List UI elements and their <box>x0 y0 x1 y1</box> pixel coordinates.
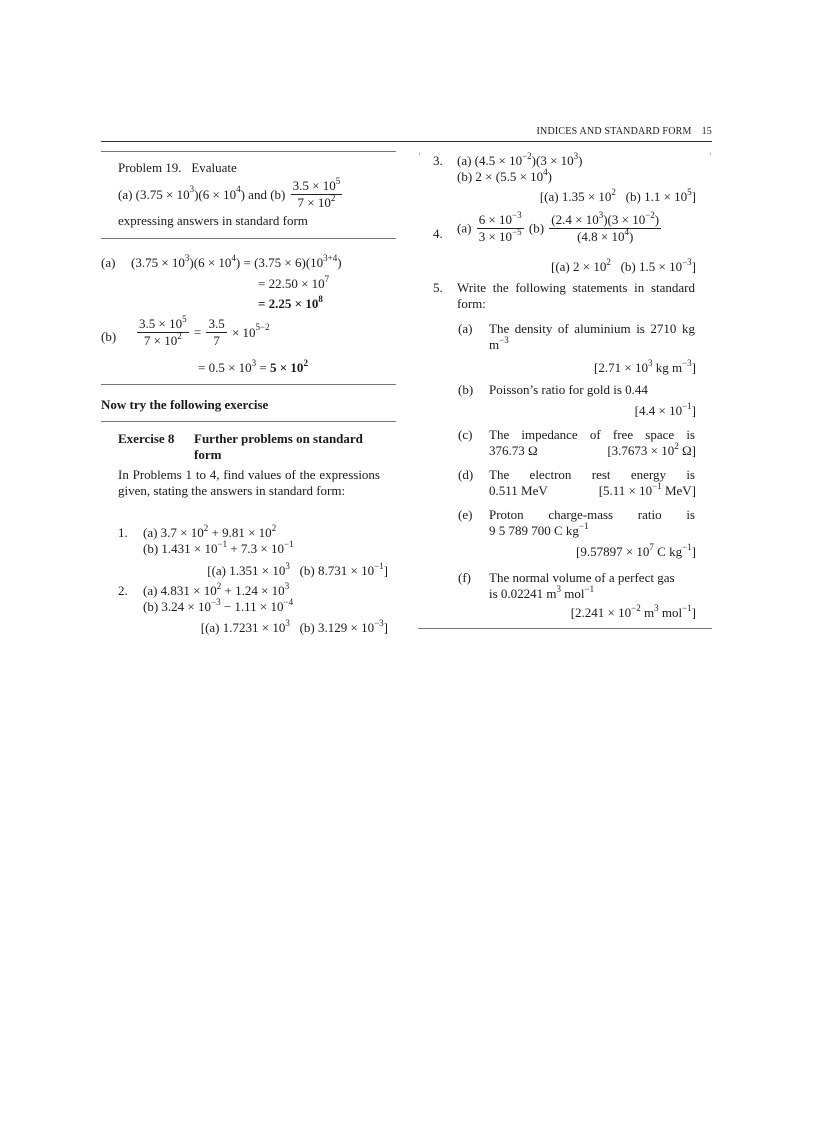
exponent: −2 <box>645 209 655 220</box>
math-text: 9 5 789 700 C kg <box>489 523 579 538</box>
math-text: (b) 8.731 × 10 <box>299 563 375 578</box>
exponent: 2 <box>611 186 616 197</box>
problem-part-a-mid: )(6 × 10 <box>194 186 237 202</box>
part-label: (a) <box>457 220 472 236</box>
math-text: (b) 2 × (5.5 × 10 <box>457 169 544 184</box>
solution-a-line2 <box>258 273 330 292</box>
item-b-answer: $[4.4 \times 10^{-1}]$ <box>634 400 696 418</box>
item-d-value: 0.511 MeV <box>489 483 548 498</box>
item-a-text <box>489 321 695 353</box>
math-text: (b) 3.129 × 10 <box>299 620 375 635</box>
item-f-text: The normal volume of a perfect gas <box>489 570 675 585</box>
problem-3-b <box>457 166 552 185</box>
math-text: + 1.24 × 10 <box>221 583 285 598</box>
math-text: [(a) 1.7231 × 10 <box>200 620 286 635</box>
item-a-answer: [$2.71 \times 10^3$ kg $m^{-3}$] <box>594 357 696 375</box>
exponent: −1 <box>652 480 662 491</box>
math-text: )(6 × 10 <box>189 255 232 270</box>
item-d-answer <box>598 480 696 499</box>
problem-1-answer: [(a) $1.351 \times 10^3$ (b) $8.731 \times 10^{-1}$] <box>207 560 388 578</box>
running-header <box>537 124 712 140</box>
exponent: 3 <box>189 184 195 195</box>
column-marker: · <box>709 150 712 159</box>
item-d-label: (d) <box>458 467 474 482</box>
item-c-value: 376.73 Ω <box>489 443 538 458</box>
math-text: (b) 1.5 × 10 <box>620 259 683 274</box>
exponent: 2 <box>330 192 336 203</box>
solution-b-label: (b) <box>101 329 117 344</box>
exponent: 3 <box>285 560 290 571</box>
fraction-numerator: (2.4 × 10 <box>551 212 599 227</box>
math-text: [(a) 2 × 10 <box>550 259 607 274</box>
math-text: + 9.81 × 10 <box>208 525 272 540</box>
solution-a-result <box>258 293 323 312</box>
item-f-label: (f) <box>458 570 471 585</box>
exponent: −2 <box>631 602 641 613</box>
exponent: 7 <box>324 273 330 284</box>
math-text: )(3 × 10 <box>531 153 574 168</box>
math-text: C kg <box>653 544 683 559</box>
fraction-numerator: 3.5 <box>208 316 225 331</box>
fraction-numerator: 6 × 10 <box>478 212 513 227</box>
exponent: 4 <box>543 166 548 177</box>
math-text: [(a) 1.35 × 10 <box>539 189 612 204</box>
try-heading: Now try the following exercise <box>101 397 269 412</box>
exponent: 4 <box>624 226 629 237</box>
math-text: [5.11 × 10 <box>598 483 653 498</box>
math-text: m <box>640 605 655 620</box>
problem-2-b <box>143 596 294 615</box>
fraction-denominator: 7 × 10 <box>143 333 178 348</box>
fraction-numerator: 3.5 × 10 <box>139 316 183 331</box>
problem-top-rule <box>101 151 396 152</box>
exponent: −2 <box>522 150 532 161</box>
exponent: −4 <box>283 596 294 607</box>
exponent: 5 <box>335 175 341 186</box>
exponent: −3 <box>374 617 384 628</box>
math-text: + 7.3 × 10 <box>227 541 284 556</box>
exercise-bottom-rule <box>418 628 712 629</box>
math-text: (a) 4.831 × 10 <box>143 583 217 598</box>
math-text: (b) 1.431 × 10 <box>143 541 218 556</box>
problem-4-number: 4. <box>433 226 443 241</box>
exponent: 3 <box>573 150 579 161</box>
math-text: MeV] <box>661 483 696 498</box>
problem-1-number: 1. <box>118 525 128 540</box>
exponent: 3+4 <box>323 252 338 263</box>
problem-1-a <box>143 522 277 541</box>
exponent: 5 <box>687 186 692 197</box>
exponent: 3 <box>184 252 190 263</box>
math-text: [2.71 × 10 <box>594 360 648 375</box>
problem-note: expressing answers in standard form <box>118 213 308 228</box>
item-f-answer: [$2.241 \times 10^{-2}$ $m^3$ mol$^{-1}$] <box>570 602 696 620</box>
exponent: −3 <box>682 357 692 368</box>
exponent: 5 <box>182 313 187 324</box>
exponent: 3 <box>598 209 604 220</box>
exercise-top-rule <box>101 421 396 422</box>
problem-5-text: Write the following statements in standard form: <box>457 280 695 311</box>
problem-3-number: 3. <box>433 153 443 168</box>
exponent: −1 <box>284 538 294 549</box>
math-text: − 1.11 × 10 <box>220 599 284 614</box>
item-c-label: (c) <box>458 427 473 442</box>
exponent: 5−2 <box>255 322 270 333</box>
fraction-numerator: )(3 × 10 <box>603 212 646 227</box>
problem-19 <box>118 160 388 229</box>
item-e-value <box>489 520 589 539</box>
exponent: 3 <box>647 357 653 368</box>
exponent: 3 <box>284 580 290 591</box>
exponent: −1 <box>374 560 384 571</box>
exponent: 3 <box>556 583 562 594</box>
fraction-numerator: ) <box>654 212 660 227</box>
problem-fraction <box>291 175 343 211</box>
exponent: 8 <box>318 293 323 304</box>
fraction-denominator: 3 × 10 <box>478 229 513 244</box>
problem-verb: Evaluate <box>191 160 237 175</box>
problem-2-answer: [(a) $1.7231 \times 10^3$ (b) $3.129 \times 10^{-3}$] <box>200 617 388 635</box>
fraction-numerator: 3.5 × 10 <box>292 178 336 193</box>
column-marker: · <box>418 150 421 159</box>
fraction-denominator: (4.8 × 10 <box>577 229 625 244</box>
solution-b-result <box>198 357 308 376</box>
exponent: −1 <box>578 520 589 531</box>
math-text: Ω] <box>678 443 696 458</box>
exponent: −1 <box>217 538 228 549</box>
math-text: [9.57897 × 10 <box>575 544 650 559</box>
math-text: 5 × 10 <box>270 360 304 375</box>
exercise-label: Exercise 8 <box>118 431 175 446</box>
problem-4-answer: [(a) $2 \times 10^2$ (b) $1.5 \times 10^{-3}$] <box>550 256 696 274</box>
fraction-denominator: 7 × 10 <box>297 195 331 210</box>
item-e-label: (e) <box>458 507 473 522</box>
math-text: kg m <box>652 360 683 375</box>
math-text: ) <box>547 169 552 184</box>
math-text: (3.75 × 10 <box>131 255 185 270</box>
item-b-text: Poisson’s ratio for gold is 0.44 <box>489 382 648 397</box>
exponent: 4 <box>236 184 241 195</box>
part-label: (b) <box>528 220 545 236</box>
solution-b-line1 <box>135 313 270 349</box>
problem-5-number: 5. <box>433 280 443 295</box>
math-text: = 2.25 × 10 <box>258 296 319 311</box>
item-b-label: (b) <box>458 382 474 397</box>
exponent: 2 <box>177 330 182 341</box>
math-text: × 10 <box>231 324 256 340</box>
exponent: −1 <box>682 400 692 411</box>
fraction <box>477 209 524 245</box>
solution-a-label: (a) <box>101 255 116 270</box>
header-rule <box>101 141 712 142</box>
exercise-intro: In Problems 1 to 4, find values of the expressions given, stating the answers in standard form: <box>118 467 380 498</box>
item-c-answer <box>607 440 696 459</box>
problem-label: Problem 19. <box>118 160 182 175</box>
math-text: = 22.50 × 10 <box>258 276 325 291</box>
page-number: 15 <box>701 126 712 137</box>
item-text: The density of aluminium is 2710 kg m <box>489 321 695 352</box>
math-text: mol <box>561 586 585 601</box>
item-f-value <box>489 583 595 602</box>
math-text: = 0.5 × 10 <box>198 360 252 375</box>
math-text: ) = (3.75 × 6)(10 <box>235 255 324 270</box>
equals-sign: = <box>193 324 202 340</box>
exponent: 2 <box>606 256 611 267</box>
exercise-title: Further problems on standard form <box>194 431 363 462</box>
exponent: 3 <box>654 602 659 613</box>
math-text: [2.241 × 10 <box>570 605 632 620</box>
problem-3-a <box>457 150 583 169</box>
math-text: (b) 3.24 × 10 <box>143 599 211 614</box>
math-text: (a) 3.7 × 10 <box>143 525 204 540</box>
math-text: (b) 1.1 × 10 <box>625 189 688 204</box>
item-a-label: (a) <box>458 321 473 336</box>
math-text: [4.4 × 10 <box>634 403 683 418</box>
exponent: −1 <box>682 541 692 552</box>
fraction-denominator: 7 <box>213 333 220 348</box>
item-c-text: The impedance of free space is <box>489 427 695 442</box>
exponent: 3 <box>251 357 257 368</box>
fraction <box>137 313 189 349</box>
problem-3-answer: [(a) $1.35 \times 10^2$ (b) $1.1 \times 10^5$] <box>539 186 696 204</box>
solution-bottom-rule <box>101 384 396 385</box>
exponent: 2 <box>271 522 277 533</box>
fraction-denominator: ) <box>628 229 634 244</box>
exponent: −5 <box>512 226 522 237</box>
problem-part-a-end: ) and (b) <box>240 186 286 202</box>
problem-bottom-rule <box>101 238 396 239</box>
exponent: −3 <box>512 209 522 220</box>
problem-4-expressions <box>457 209 663 245</box>
exponent: −3 <box>499 334 509 345</box>
math-text: mol <box>658 605 683 620</box>
exponent: 2 <box>303 357 308 368</box>
problem-2-number: 2. <box>118 583 128 598</box>
math-text: ) <box>578 153 583 168</box>
problem-part-a: (a) (3.75 × 10 <box>118 186 190 202</box>
math-text: ) <box>337 255 342 270</box>
fraction <box>549 209 661 245</box>
item-d-text: The electron rest energy is <box>489 467 695 482</box>
exponent: −1 <box>584 583 595 594</box>
fraction <box>206 316 226 349</box>
math-text: (a) (4.5 × 10 <box>457 153 523 168</box>
problem-1-b <box>143 538 294 557</box>
item-e-text: Proton charge-mass ratio is <box>489 507 695 522</box>
exponent: 2 <box>203 522 209 533</box>
math-text: is 0.02241 m <box>489 586 557 601</box>
math-text: = <box>256 360 271 375</box>
exponent: 2 <box>216 580 222 591</box>
exponent: 3 <box>285 617 290 628</box>
math-text: [3.7673 × 10 <box>607 443 675 458</box>
exponent: −1 <box>682 602 692 613</box>
item-e-answer: [$9.57897 \times 10^7$ C $kg^{-1}$] <box>575 541 696 559</box>
exponent: 4 <box>231 252 236 263</box>
header-title: INDICES AND STANDARD FORM <box>536 126 692 137</box>
exponent: −3 <box>682 256 692 267</box>
exponent: 7 <box>649 541 654 552</box>
exponent: 2 <box>674 440 679 451</box>
math-text: [(a) 1.351 × 10 <box>207 563 286 578</box>
exponent: −3 <box>211 596 221 607</box>
